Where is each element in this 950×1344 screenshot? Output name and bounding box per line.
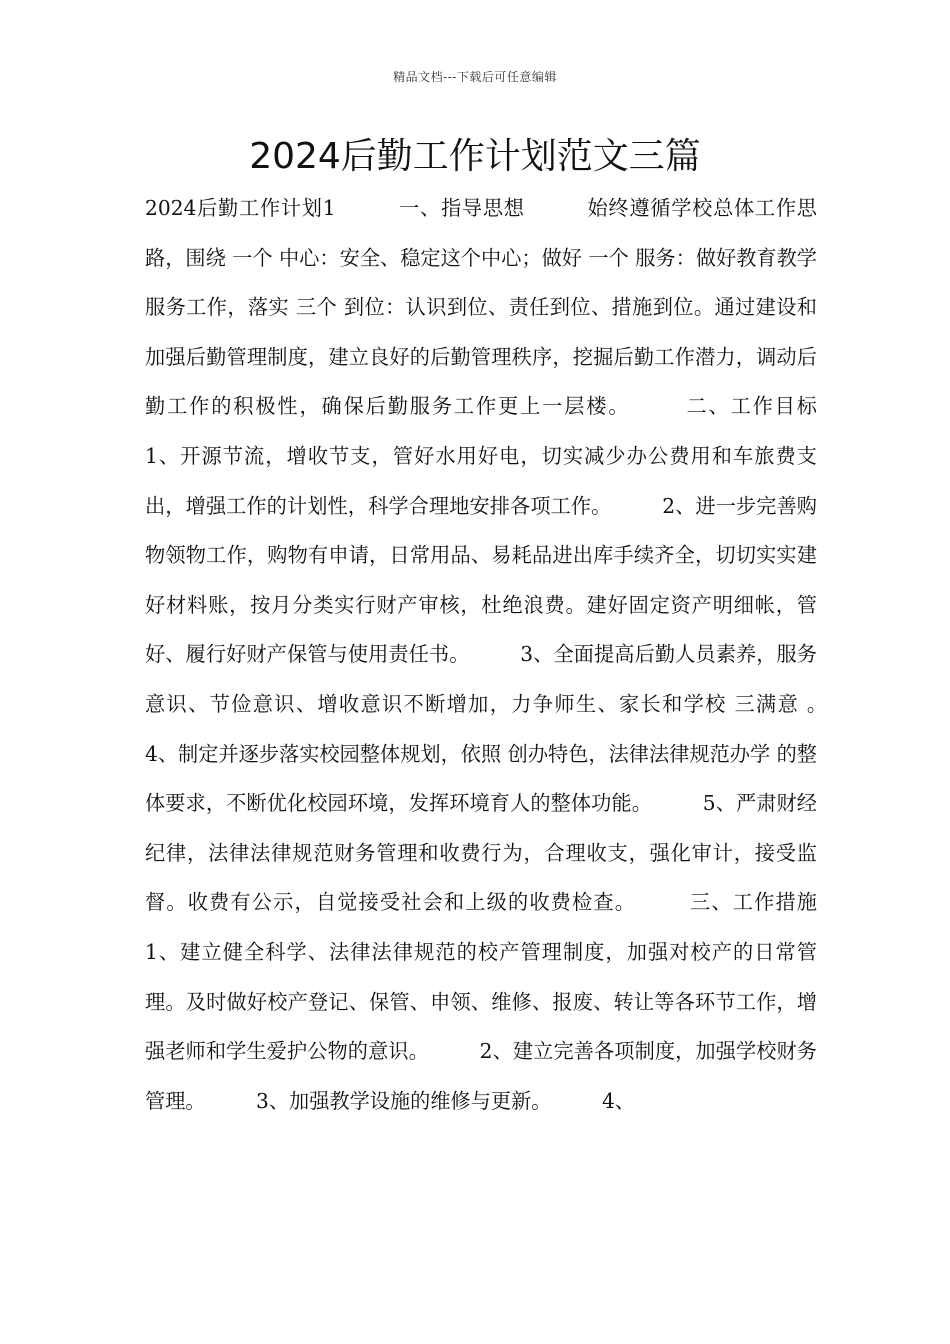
document-body-paragraph: 2024后勤工作计划1 一、指导思想 始终遵循学校总体工作思路，围绕 一个 中心：安全、稳定这个中心；做好 一个 服务：做好教育教学服务工作，落实 三个 到位：认识到位、责任到位、措施到位。通过建设和加强后勤管理制度，建立良好的后勤管理秩序，挖掘后勤工作潜力，调动后勤工作的积极性，确保后勤服务工作更上一层楼。 二、工作目标 1、开源节流，增收节支，管好水用好电，切实减少办公费用和车旅费支出，增强工作的计划性，科学合理地安排各项工作。 2、进一步完善购物领物工作，购物有申请，日常用品、易耗品进出库手续齐全，切切实实建好材料账，按月分类实行财产审核，杜绝浪费。建好固定资产明细帐，管好、履行好财产保管与使用责任书。 3、全面提高后勤人员素养，服务意识、节俭意识、增收意识不断增加，力争师生、家长和学校 三满意 。 4、制定并逐步落实校园整体规划，依照 创办特色，法律法律规范办学 的整体要求，不断优化校园环境，发挥环境育人的整体功能。 5、严肃财经纪律，法律法律规范财务管理和收费行为，合理收支，强化审计，接受监督。收费有公示，自觉接受社会和上级的收费检查。 三、工作措施 1、建立健全科学、法律法律规范的校产管理制度，加强对校产的日常管理。及时做好校产登记、保管、申领、维修、报废、转让等各环节工作，增强老师和学生爱护公物的意识。 2、建立完善各项制度，加强学校财务管理。 3、加强教学设施的维修与更新。 4、 bbox=[145, 196, 878, 1113]
document-title: 2024后勤工作计划范文三篇 bbox=[249, 136, 701, 177]
page-header-watermark: 精品文档---下载后可任意编辑 bbox=[393, 70, 557, 84]
